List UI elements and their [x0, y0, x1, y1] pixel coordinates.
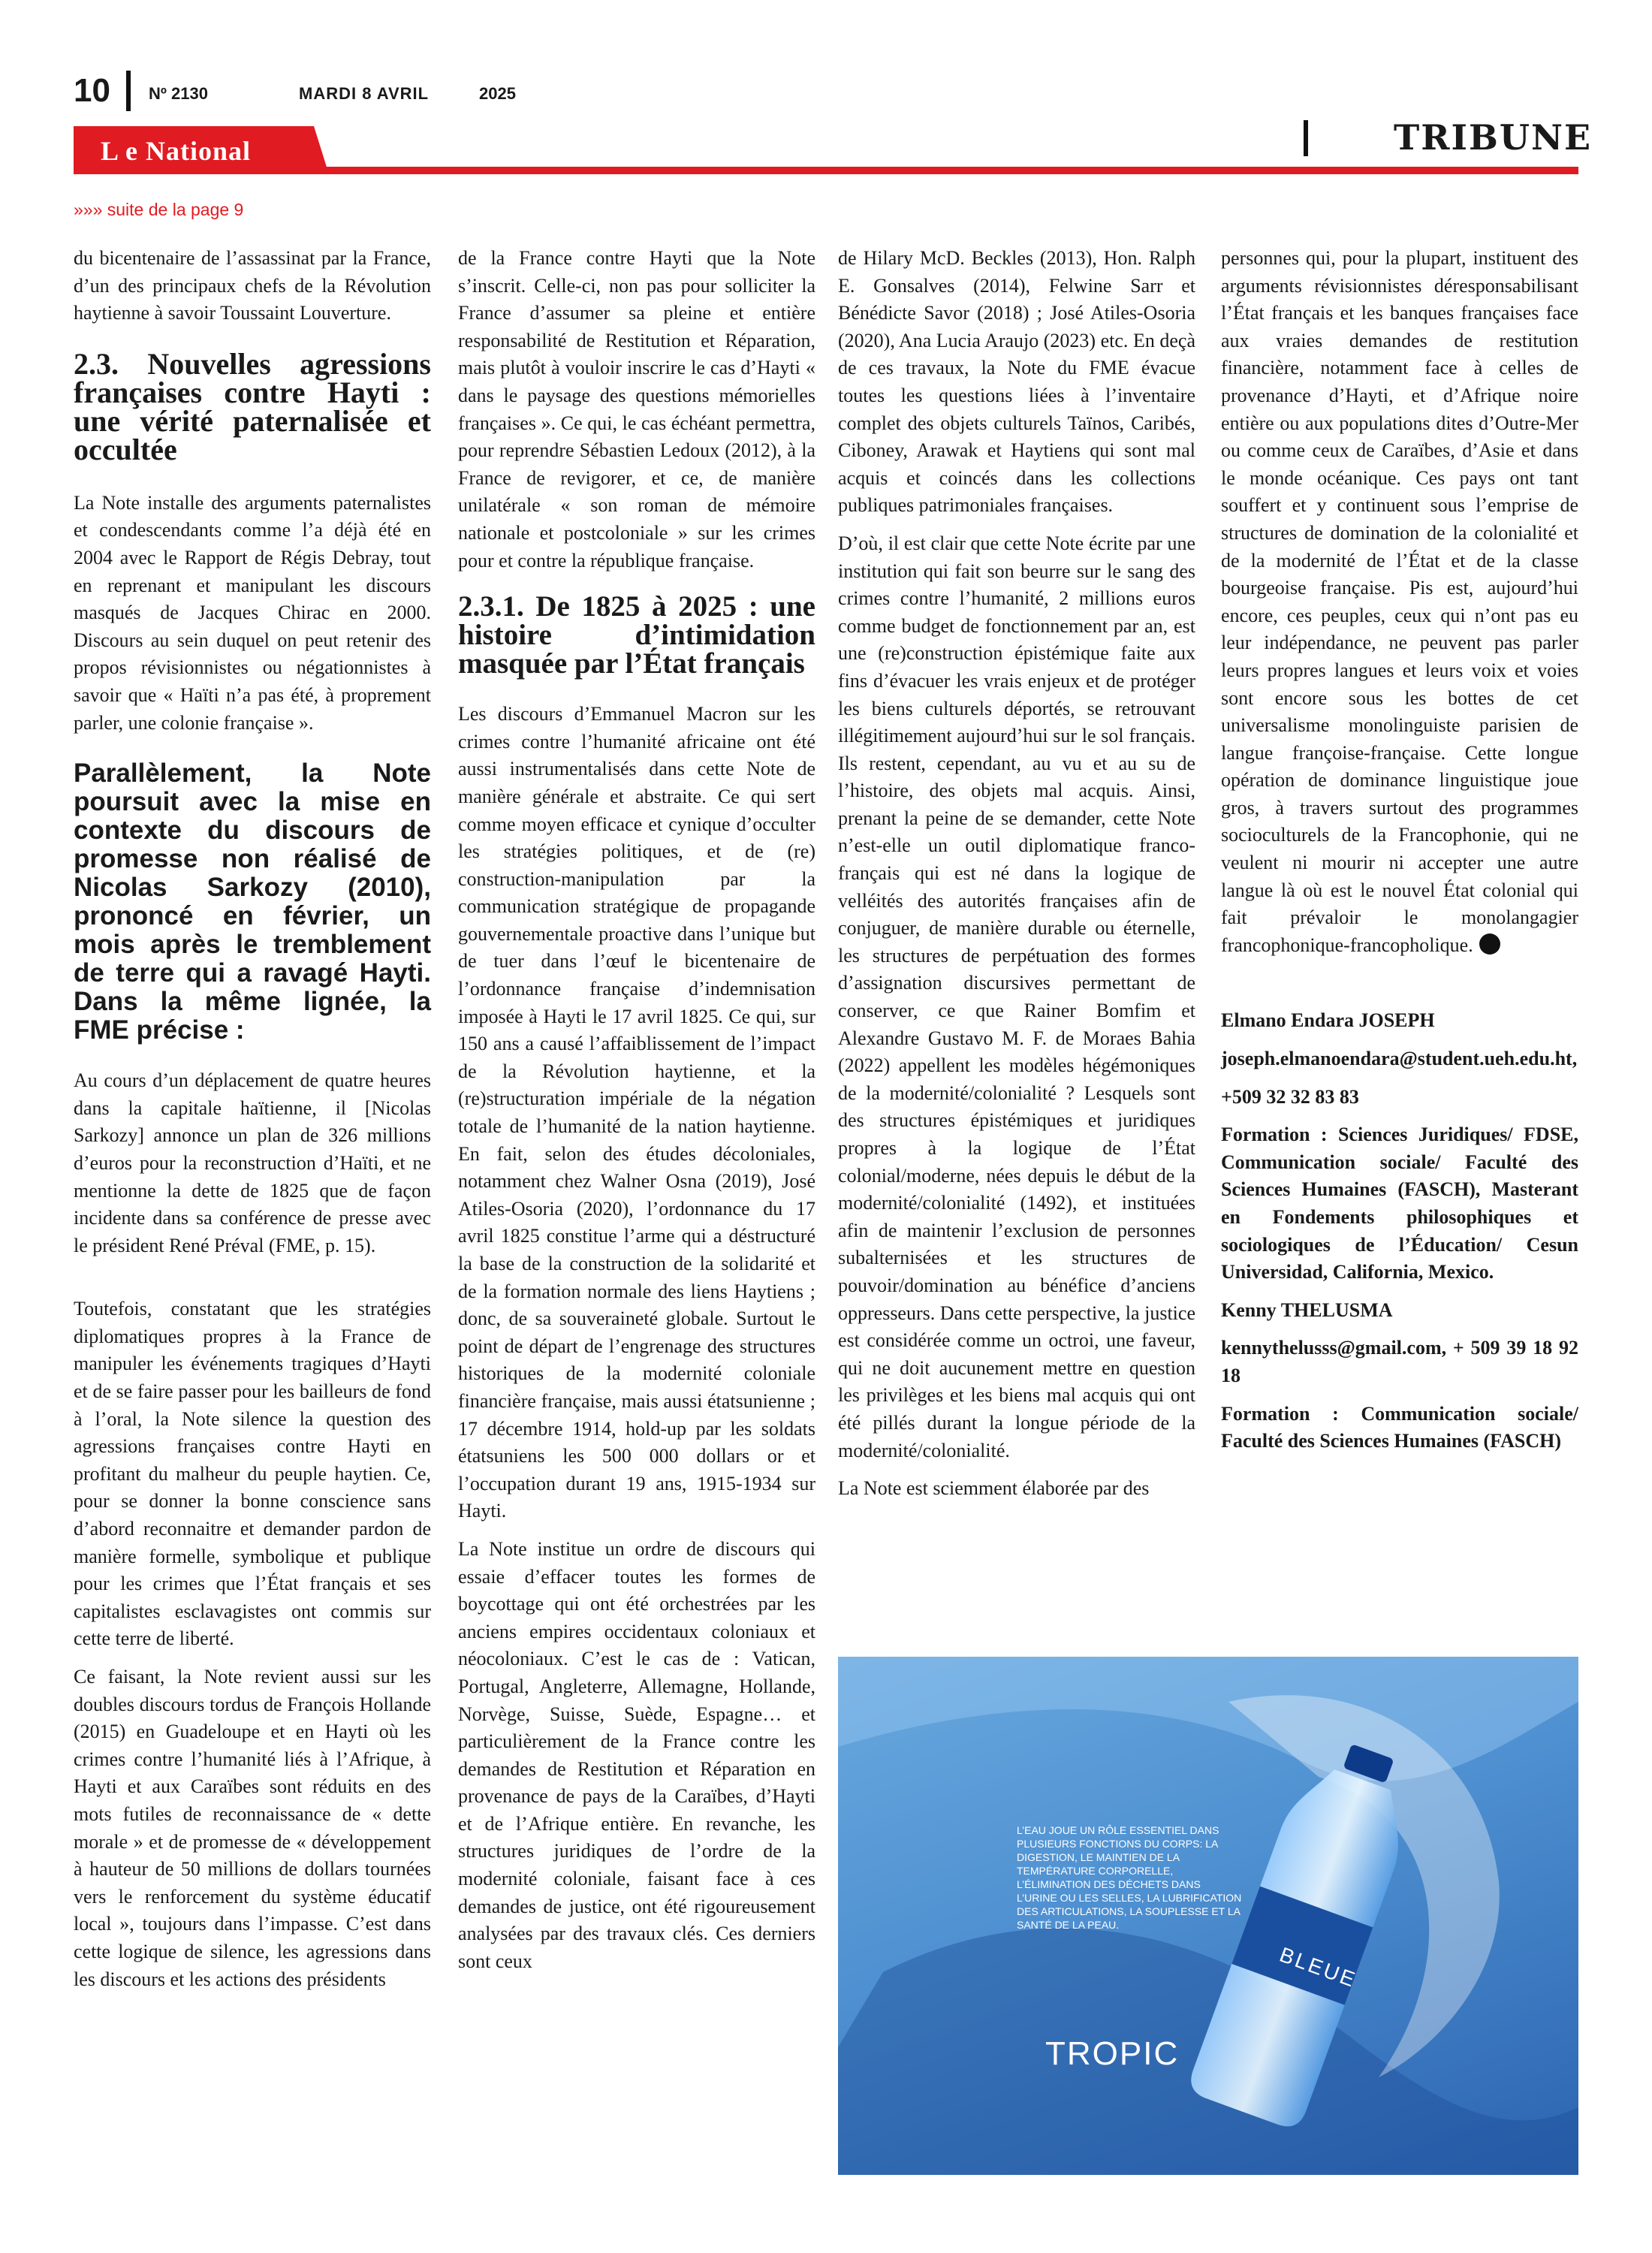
page-number: 10 [74, 72, 110, 109]
spacer [74, 1270, 431, 1295]
author-contact: kennythelusss@gmail.com, + 509 39 18 92 18 [1221, 1337, 1578, 1386]
water-advertisement [838, 1657, 1578, 2175]
column-3 [838, 245, 1195, 1513]
paragraph: de la France contre Hayti que la Note s’inscrit. Celle-ci, non pas pour solliciter la France d’assumer sa pleine et entière responsabilité de Restitution et Réparation, mais plutôt à vouloir inscrire le cas d’Hayti « dans le paysage des questions mémorielles françaises ». Ce qui, le cas échéant permettra, pour reprendre Sébastien Ledoux (2012), à la France de revigorer, et ce, de manière unilatérale « son roman de mémoire nationale et postcoloniale » sur les crimes pour et contre la république française. [458, 247, 815, 572]
section-divider [1304, 120, 1308, 156]
paragraph [1221, 245, 1578, 959]
brand-logo: L e National [101, 136, 252, 166]
header-rule [74, 167, 1578, 174]
paragraph: La Note est sciemment élaborée par des [838, 1477, 1150, 1500]
issue-year: 2025 [479, 84, 516, 103]
column-2 [458, 245, 815, 1986]
continued-note: »»» suite de la page 9 [74, 200, 244, 219]
quotation: Au cours d’un déplacement de quatre heures dans la capitale haïtienne, il [Nicolas Sarkozy] annonce un plan de 326 millions d’euros pour la reconstruction d’Haïti, et ne mentionne la dette de 1825 que de façon incidente dans sa conférence de presse avec le président René Préval (FME, p. 15). [74, 1069, 431, 1256]
subheading: 2.3.1. De 1825 à 2025 : une histoire d’intimidation masquée par l’État français [458, 590, 815, 680]
paragraph: du bicentenaire de l’assassinat par la France, d’un des principaux chefs de la Révolution haytienne à savoir Toussaint Louverture. [74, 247, 431, 324]
paragraph: La Note installe des arguments paternalistes et condescendants comme l’a déjà été en 2004 avec le Rapport de Régis Debray, tout en reprenant et manipulant les discours masqués de Jacques Chirac en 2000. Discours au sein duquel on peut retenir des propos révisionnistes ou négationnistes à savoir que « Haïti n’a pas été, à proprement parler, une colonie française ». [74, 491, 431, 734]
author-formation: Formation : Sciences Juridiques/ FDSE, Communication sociale/ Faculté des Sciences Humaines (FASCH), Masterant en Fondements philosophiques et sociologiques de l’Éducation/ Cesun Universidad, California, Mexico. [1221, 1123, 1578, 1283]
pull-quote: Parallèlement, la Note poursuit avec la mise en contexte du discours de promesse non réalisé de Nicolas Sarkozy (2010), prononcé en février, un mois après le tremblement de terre qui a ravagé Hayti. Dans la même lignée, la FME précise : [74, 759, 431, 1045]
end-of-article-icon [1479, 933, 1500, 955]
paragraph: D’où, il est clair que cette Note écrite par une institution qui fait son beurre sur le sang des crimes contre l’humanité, 2 millions euros comme budget de fonctionnement par an, est une (re)construction épistémique faite aux fins d’évacuer les vrais enjeux et de protéger les biens culturels déportés, se retrouvant illégitimement aujourd’hui sur le sol français. Ils restent, cependant, au vu et au su de l’histoire, des objets mal acquis. Ainsi, prenant la peine de se demander, cette Note n’est-elle un outil diplomatique franco-français qui est né dans la logique de velléités des autorités françaises afin de conjuguer, de manière durable ou éternelle, les structures de perpétuation des formes d’assignation discursives permettant de conserver, ce que Rainer Bomfim et Alexandre Gustavo M. F. de Moraes Bahia (2022) appellent les modèles hégémoniques de la modernité/colonialité ? Lesquels sont des structures épistémiques et juridiques propres à la logique de l’État colonial/moderne, nées depuis le début de la modernité/colonialité (1492), et instituées afin de maintenir l’exclusion de personnes subalternisées et les structures de pouvoir/domination au bénéfice d’anciens oppresseurs. Dans cette perspective, la justice est considérée comme un octroi, une faveur, qui ne doit aucunement mettre en question les privilèges et les biens mal acquis qui ont été pillés durant la longue période de la modernité/colonialité. [838, 532, 1195, 1461]
author-formation: Formation : Communication sociale/ Faculté des Sciences Humaines (FASCH) [1221, 1402, 1578, 1452]
header-divider [126, 71, 131, 111]
paragraph-text: personnes qui, pour la plupart, instituent des arguments révisionnistes déresponsabilisant l’État français et les banques françaises face aux vraies demandes de restitution financière, notamment face à celles de provenance d’Hayti, et d’Afrique noire entière ou aux populations dites d’Outre-Mer ou comme ceux de Caraïbes, d’Asie et dans le monde océanique. Ces pays ont tant souffert et y continuent sous l’emprise de structures de domination de la colonialité et de la modernité de l’État et de la classe bourgeoise française. Pis est, aujourd’hui encore, ces peuples, ceux qui n’ont pas eu leur indépendance, ne peuvent pas parler leurs propres langues et leurs voix et voies sont encore sous les bottes de cet universalisme monolinguiste parisien de langue françoise-française. Cette longue opération de dominance linguistique joue gros, à travers surtout des programmes socioculturels de la Francophonie, qui ne veulent ni mourir ni accepter une autre langue là où est le nouvel État colonial qui fait prévaloir le monolangagier francophonique-francopholique. [1221, 247, 1578, 956]
ad-copy: L’EAU JOUE UN RÔLE ESSENTIEL DANS PLUSIEURS FONCTIONS DU CORPS: LA DIGESTION, LE MAINTIEN DE LA TEMPÉRATURE CORPORELLE, L’ÉLIMINATION DES DÉCHETS DANS L’URINE OU LES SELLES, LA LUBRIFICATION DES ARTICULATIONS, LA SOUPLESSE ET LA SANTÉ DE LA PEAU. [1017, 1824, 1242, 1931]
issue-number: Nº 2130 [149, 84, 208, 103]
paragraph: Toutefois, constatant que les stratégies diplomatiques propres à la France de manipuler les événements tragiques d’Hayti et de se faire passer pour les bailleurs de fond à l’oral, la Note silence la question des agressions françaises contre Hayti en profitant du malheur du peuple haytien. Ce, pour se donner la bonne conscience sans d’abord reconnaitre et demander pardon de manière formelle, symbolique et publique pour les crimes que l’État français et ses capitalistes esclavagistes ont commis sur cette terre de liberté. [74, 1298, 431, 1650]
paragraph: Les discours d’Emmanuel Macron sur les crimes contre l’humanité africaine ont été aussi instrumentalisés dans cette Note de manière générale et abstraite. Ce qui sert comme moyen efficace et cynique d’occulter les stratégies politiques, et de (re) construction-manipulation par la communication stratégique de propagande gouvernementale proactive dans l’unique but de tuer dans l’œuf le bicentenaire de l’ordonnance française d’indemnisation imposée à Hayti le 17 avril 1825. Ce qui, sur 150 ans a causé l’affaiblissement de l’impact de la Révolution haytienne, et la (re)structuration impériale de la négation totale de l’humanité de la nation haytienne. En fait, selon des études décoloniales, notamment chez Walner Osna (2019), José Atiles-Osoria (2020), l’ordonnance du 17 avril 1825 constitue l’arme qui a déstructuré la base de la construction de la solidarité et de la formation normale des liens Haytiens ; donc, de sa souveraineté globale. Surtout le point de départ de l’engrenage des structures historiques de la modernité coloniale financière française, mais aussi étatsunienne ; 17 décembre 1914, hold-up par les soldats étatsuniens les 500 000 dollars or et l’occupation durant 19 ans, 1915-1934 sur Hayti. [458, 703, 815, 1522]
paragraph: Ce faisant, la Note revient aussi sur les doubles discours tordus de François Hollande (2015) en Guadeloupe et en Hayti où les crimes contre l’humanité liés à l’Afrique, à Hayti et aux Caraïbes sont réduits en des mots futiles de reconnaissance de « dette morale » et de promesse de « développement à hauteur de 50 millions de dollars tournées vers le renforcement du système éducatif local », toujours dans l’impasse. C’est dans cette logique de silence, les agressions dans les discours et les actions des présidents [74, 1666, 431, 1990]
author-signature [1221, 1007, 1578, 1455]
issue-date: MARDI 8 AVRIL [299, 84, 430, 103]
author-phone: +509 32 32 83 83 [1221, 1085, 1359, 1108]
column-1 [74, 245, 431, 2004]
bottle-label: BLEUE [1277, 1942, 1361, 1992]
ad-brand-logo: TROPIC [1045, 2035, 1180, 2072]
author-name: Kenny THELUSMA [1221, 1298, 1393, 1321]
subheading: 2.3. Nouvelles agressions françaises contre Hayti : une vérité paternalisée et occultée [74, 346, 431, 466]
spacer [1221, 970, 1578, 1007]
column-4 [1221, 245, 1578, 1466]
paragraph: de Hilary McD. Beckles (2013), Hon. Ralph E. Gonsalves (2014), Felwine Sarr et Bénédicte Savor (2018) ; José Atiles-Osoria (2020), Ana Lucia Araujo (2023) etc. En deçà de ces travaux, la Note du FME évacue toutes les questions liées à l’inventaire complet des objets culturels Taïnos, Caribés, Ciboney, Arawak et Haytiens qui sont mal acquis et coincés dans les collections publiques patrimoniales françaises. [838, 247, 1195, 517]
section-title: TRIBUNE [1394, 117, 1593, 158]
paragraph: La Note institue un ordre de discours qui essaie d’effacer toutes les formes de boycottage qui ont été orchestrées par les anciens empires occidentaux coloniaux et néocoloniaux. C’est le cas de : Vatican, Portugal, Angleterre, Allemagne, Hollande, Norvège, Suisse, Suède, Espagne… et particulièrement de la France contre les demandes de Restitution et Réparation en provenance de pays de la Caraïbes, d’Hayti et de l’Afrique entière. En revanche, les structures juridiques de l’ordre de la modernité coloniale, faisant face à ces demandes de justice, ont été rigoureusement analysées par des travaux clés. Ces derniers sont ceux [458, 1537, 815, 1972]
author-email: joseph.elmanoendara@student.ueh.edu.ht, [1221, 1048, 1578, 1070]
author-name: Elmano Endara JOSEPH [1221, 1009, 1435, 1032]
